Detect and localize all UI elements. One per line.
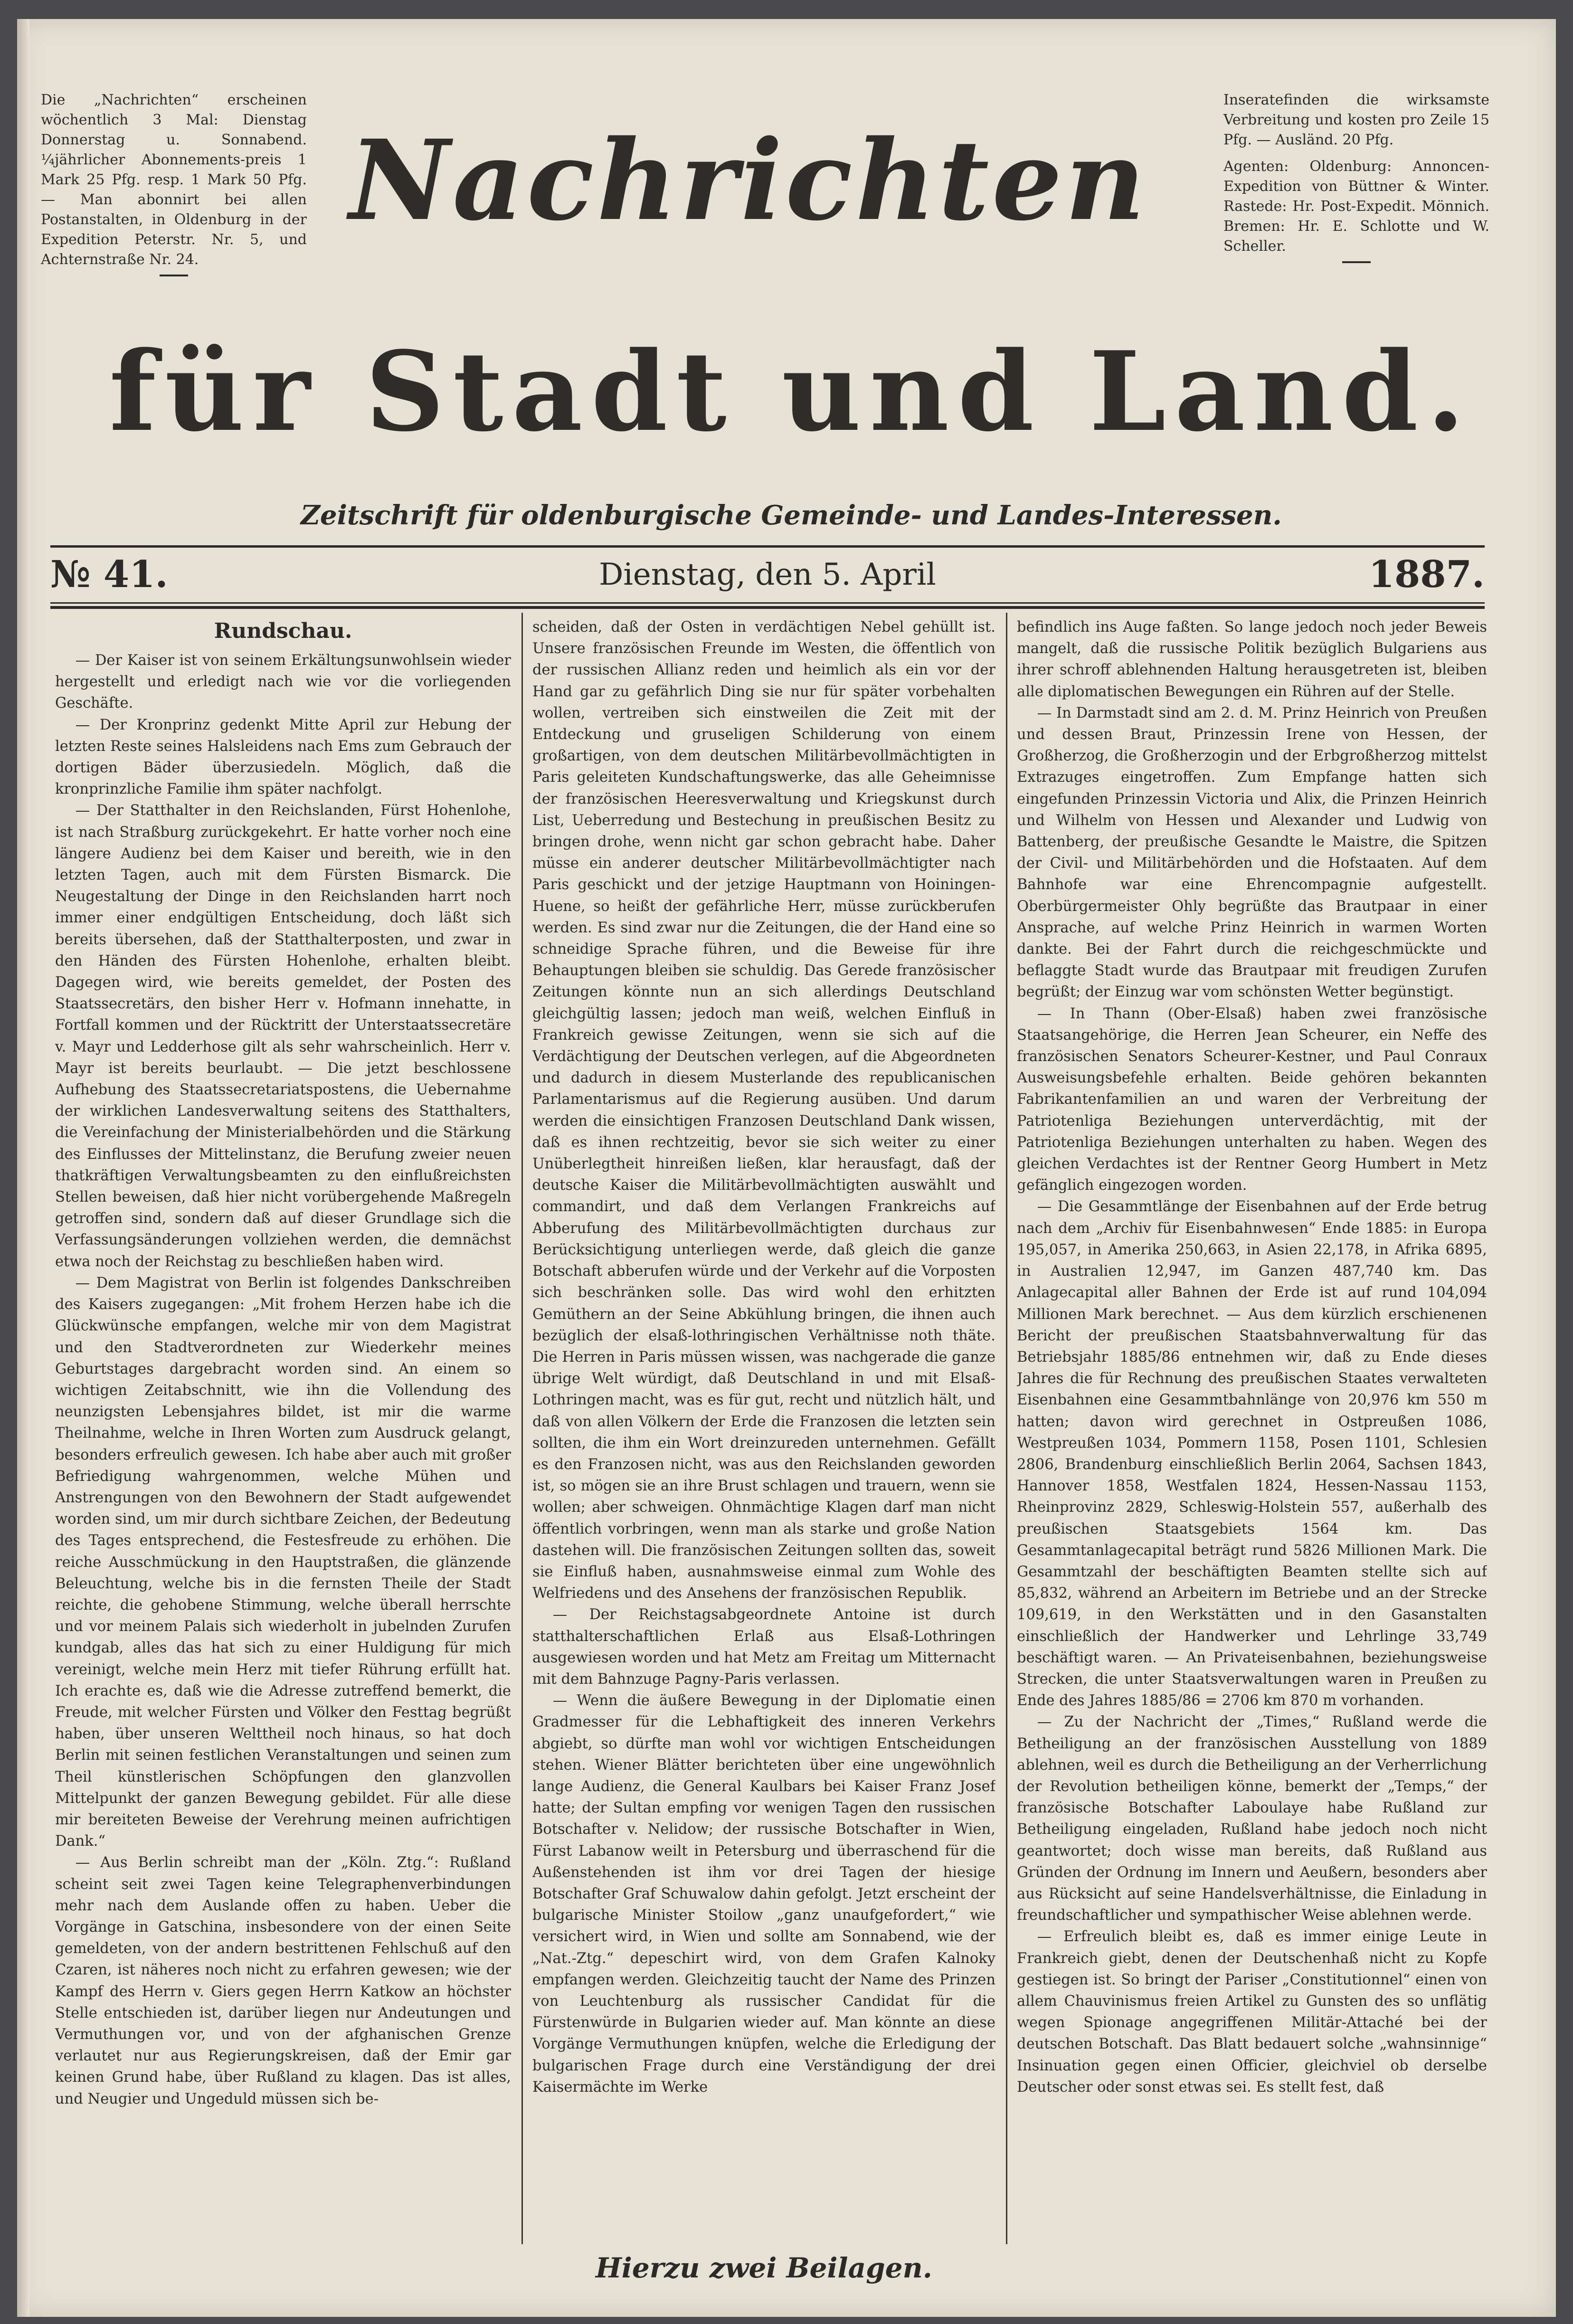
article-column-3 — [1017, 617, 1487, 2241]
article-column-1 — [55, 617, 511, 2241]
masthead-title-line1: Nachrichten — [349, 115, 1148, 245]
article-paragraph: — Dem Magistrat von Berlin ist folgendes Dankschreiben des Kaisers zugegangen: „Mit frohem Herzen habe ich die Glückwünsche empfangen, welche mir von dem Magistrat und den Stadtverordneten zur Wiederkehr meines Geburtstages dargebracht worden sind. An einem so wichtigen Zeitabschnitt, wie ihn die Vollendung des neunzigsten Lebensjahres bildet, ist mir die warme Theilnahme, welche in Ihren Worten zum Ausdruck gelangt, besonders erfreulich gewesen. Ich habe aber auch mit großer Befriedigung wahrgenommen, welche Mühen und Anstrengungen von den Bewohnern der Stadt aufgewendet worden sind, um mir durch sichtbare Zeichen, der Bedeutung des Tages entsprechend, die Festesfreude zu erhöhen. Die reiche Ausschmückung in den Hauptstraßen, die glänzende Beleuchtung, welche bis in die fernsten Theile der Stadt reichte, die gehobene Stimmung, welche überall herrschte und vor meinem Palais sich wiederholt in jubelnden Zurufen kundgab, alles das hat sich zu einer Huldigung für mich vereinigt, welche mein Herz mit tiefer Rührung erfüllt hat. Ich erachte es, daß wie die Adresse zutreffend bemerkt, die Freude, mit welcher Fürsten und Völker den Festtag begrüßt haben, über unseren Welttheil noch hinaus, so hat doch Berlin mit seinen festlichen Veranstaltungen und seinen zum Theil künstlerischen Schöpfungen den glanzvollen Mittelpunkt der ganzen Bewegung gebildet. Für alle diese mir bereiteten Beweise der Verehrung meinen aufrichtigen Dank.“ — [55, 1274, 511, 1850]
article-paragraph: — Der Kronprinz gedenkt Mitte April zur Hebung der letzten Reste seines Halsleidens nach Ems zum Gebrauch der dortigen Bäder überzusiedeln. Möglich, daß die kronprinzliche Familie ihm später nachfolgt. — [55, 716, 511, 798]
newspaper-page — [17, 19, 1556, 2317]
issue-year: 1887. — [1368, 553, 1485, 596]
advertising-info-box — [1223, 90, 1489, 263]
article-paragraph: — Erfreulich bleibt es, daß es immer einige Leute in Frankreich giebt, denen der Deutschenhaß nicht zu Kopfe gestiegen ist. So bringt der Pariser „Constitutionnel“ einen von allem Chauvinismus freien Artikel zu Gunsten des so unflätig wegen Spionage angegriffenen Militär-Attaché bei der deutschen Botschaft. Das Blatt bedauert solche „wahnsinnige“ Insinuation gegen einen Officier, gleichviel ob derselbe Deutscher oder sonst etwas sei. Es stellt fest, daß — [1017, 1928, 1487, 2096]
article-paragraph: — Der Kaiser ist von seinem Erkältungsunwohlsein wieder hergestellt und erledigt nach wie vor die vorliegenden Geschäfte. — [55, 652, 511, 712]
article-paragraph: — Der Statthalter in den Reichslanden, Fürst Hohenlohe, ist nach Straßburg zurückgekehrt. Er hatte vorher noch eine längere Audienz bei dem Kaiser und bereith, wie in den letzten Tagen, auch mit dem Fürsten Bismarck. Die Neugestaltung der Dinge in den Reichslanden harrt noch immer einer endgültigen Entscheidung, doch läßt sich bereits übersehen, daß der Statthalterposten, und zwar in den Händen des Fürsten Hohenlohe, erhalten bleibt. Dagegen wird, wie bereits gemeldet, der Posten des Staatssecretärs, den bisher Herr v. Hofmann innehatte, in Fortfall kommen und der Rücktritt der Unterstaatssecretäre v. Mayr und Ledderhose gilt als sehr wahrscheinlich. Herr v. Mayr ist bereits beurlaubt. — Die jetzt beschlossene Aufhebung des Staatssecretariatspostens, die Uebernahme der wirklichen Landesverwaltung seitens des Statthalters, die Vereinfachung der Ministerialbehörden und die Stärkung des Einflusses der Mittelinstanz, die Berufung zweier neuen thatkräftigen Verwaltungsbeamten zu den einflußreichsten Stellen beweisen, daß hier nicht vorübergehende Maßregeln getroffen sind, sondern daß auf dieser Grundlage sich die Verfassungsänderungen vollziehen werden, die demnächst etwa noch der Reichstag zu beschließen haben wird. — [55, 802, 511, 1270]
article-paragraph: — Die Gesammtlänge der Eisenbahnen auf der Erde betrug nach dem „Archiv für Eisenbahnwesen“ Ende 1885: in Europa 195,057, in Amerika 250,663, in Asien 22,178, in Afrika 6895, in Australien 12,947, im Ganzen 487,740 km. Das Anlagecapital aller Bahnen der Erde ist auf rund 104,094 Millionen Mark berechnet. — Aus dem kürzlich erschienenen Bericht der preußischen Staatsbahnverwaltung für das Betriebsjahr 1885/86 entnehmen wir, daß zu Ende dieses Jahres die für Rechnung des preußischen Staates verwalteten Eisenbahnen eine Gesammtbahnlänge von 20,976 km 550 m hatten; davon wird gerechnet in Ostpreußen 1086, Westpreußen 1034, Pommern 1158, Posen 1101, Schlesien 2806, Brandenburg einschließlich Berlin 2064, Sachsen 1843, Hannover 1858, Westfalen 1824, Hessen-Nassau 1153, Rheinprovinz 2829, Schleswig-Holstein 557, außerhalb des preußischen Staatsgebiets 1564 km. Das Gesammtanlagecapital beträgt rund 5826 Millionen Mark. Die Gesammtzahl der beschäftigten Beamten stellte sich auf 85,832, während an Arbeitern im Betriebe und an der Strecke 109,619, in den Werkstätten und in den Gasanstalten einschließlich der Handwerker und Lehrlinge 33,749 beschäftigt waren. — An Privateisenbahnen, beziehungsweise Strecken, die unter Staatsverwaltungen waren in Preußen zu Ende des Jahres 1885/86 = 2706 km 870 m vorhanden. — [1017, 1198, 1487, 1709]
dateline-rule-1 — [50, 602, 1485, 604]
supplement-notice: Hierzu zwei Beilagen. — [596, 2252, 932, 2284]
section-heading-rundschau: Rundschau. — [214, 619, 352, 643]
advertising-rates-text: Inseratefinden die wirksamste Verbreitung und kosten pro Zeile 15 Pfg. — Ausländ. 20 Pfg. — [1223, 92, 1489, 148]
article-paragraph: — Der Reichstagsabgeordnete Antoine ist durch statthalterschaftlichen Erlaß aus Elsaß-Lothringen ausgewiesen worden und hat Metz am Freitag um Mitternacht mit dem Bahnzuge Pagny-Paris verlassen. — [532, 1606, 995, 1688]
column-divider-1 — [521, 613, 523, 2244]
agents-text: Agenten: Oldenburg: Annoncen-Expedition von Büttner & Winter. Rastede: Hr. Post-Expedit. Mönnich. Bremen: Hr. E. Schlotte und W. Scheller. — [1223, 158, 1489, 255]
article-paragraph: scheiden, daß der Osten in verdächtigen Nebel gehüllt ist. Unsere französischen Freunde im Westen, die öffentlich von der russischen Allianz reden und heimlich als ein vor der Hand gar zu gefährlich Ding sie nur für später vorbehalten wollen, vertreiben sich einstweilen die Zeit mit der Entdeckung und gruseligen Schilderung von einem großartigen, von dem deutschen Militärbevollmächtigten in Paris geleiteten Kundschaftungswerke, das alle Geheimnisse der französischen Heeresverwaltung und Kriegskunst durch List, Ueberredung und Bestechung in preußischen Besitz zu bringen drohe, wenn nicht gar schon gebracht habe. Daher müsse ein anderer deutscher Militärbevollmächtigter nach Paris geschickt und der jetzige Hauptmann von Hoiningen-Huene, so heißt der gefährliche Herr, müsse zurückberufen werden. Es sind zwar nur die Zeitungen, die der Hand eine so schneidige Sprache führen, und die Beweise für ihre Behauptungen bleiben sie schuldig. Das Gerede französischer Zeitungen könnte nun an sich allerdings Deutschland gleichgültig lassen; jedoch man weiß, welchen Einfluß in Frankreich gewisse Zeitungen, wenn sie sich auf die Verdächtigung der Deutschen verlegen, auf die Abgeordneten und dadurch in diesem Musterlande des republicanischen Parlamentarismus auf die Regierung ausüben. Und darum werden die einsichtigen Franzosen Deutschland Dank wissen, daß es ihnen rechtzeitig, bevor sie sich weiter zu einer Unüberlegtheit hinreißen ließen, klar herausfagt, daß der deutsche Kaiser die Militärbevollmächtigten auswählt und commandirt, und daß dem Verlangen Frankreichs auf Abberufung des Militärbevollmächtigten durchaus zur Berücksichtigung unterliegen werde, daß gleich die ganze Botschaft abberufen würde und der Verkehr auf die Vorposten sich beschränken solle. Das wird wohl den erhitzten Gemüthern an der Seine Abkühlung bringen, die ihnen auch bezüglich der elsaß-lothringischen Verhältnisse noth thäte. Die Herren in Paris müssen wissen, was nachgerade die ganze übrige Welt würdigt, daß Deutschland in und mit Elsaß-Lothringen macht, was es für gut, recht und nützlich hält, und daß von allen Völkern der Erde die Franzosen die letzten sein sollten, die ihm ein Wort dreinzureden unternehmen. Gefällt es den Franzosen nicht, was aus den Reichslanden geworden ist, so mögen sie an ihre Brust schlagen und trauern, wenn sie wollen; aber schweigen. Ohnmächtige Klagen darf man nicht öffentlich vorbringen, wenn man als starke und große Nation dastehen will. Die französischen Zeitungen sollten das, soweit sie Einfluß haben, ausnahmsweise einmal zum Wohle des Welfriedens und des Ansehens der französischen Republik. — [532, 619, 995, 1602]
article-column-2 — [532, 617, 995, 2241]
issue-date: Dienstag, den 5. April — [599, 557, 936, 592]
column-divider-2 — [1006, 613, 1007, 2244]
masthead-subtitle: Zeitschrift für oldenburgische Gemeinde- und Landes-Interessen. — [301, 500, 1282, 531]
article-paragraph: — In Darmstadt sind am 2. d. M. Prinz Heinrich von Preußen und dessen Braut, Prinzessin Irene von Hessen, der Großherzog, die Großherzogin und der Erbgroßherzog mittelst Extrazuges eingetroffen. Zum Empfange hatten sich eingefunden Prinzessin Victoria und Alix, die Prinzen Heinrich und Wilhelm von Hessen und Alexander und Ludwig von Battenberg, der preußische Gesandte le Maistre, die Spitzen der Civil- und Militärbehörden und die Hofstaaten. Auf dem Bahnhofe war eine Ehrencompagnie aufgestellt. Oberbürgermeister Ohly begrüßte das Brautpaar in einer Ansprache, auf welche Prinz Heinrich in warmen Worten dankte. Bei der Fahrt durch die reichgeschmückte und beflaggte Stadt wurde das Brautpaar mit freudigen Zurufen begrüßt; der Einzug war vom schönsten Wetter begünstigt. — [1017, 704, 1487, 1001]
article-paragraph: — In Thann (Ober-Elsaß) haben zwei französische Staatsangehörige, die Herren Jean Scheurer, ein Neffe des französischen Senators Scheurer-Kestner, und Paul Conraux Ausweisungsbefehle erhalten. Beide gehören bekannten Fabrikantenfamilien an und waren der Verbreitung der Patriotenliga Beziehungen unterverdächtig, mit der Patriotenliga Beziehungen unterhalten zu haben. Wegen des gleichen Verdachtes ist der Rentner Georg Humbert in Metz gefänglich eingezogen worden. — [1017, 1005, 1487, 1194]
box-divider — [1342, 261, 1371, 263]
dateline — [50, 549, 1485, 601]
article-paragraph: — Zu der Nachricht der „Times,“ Rußland werde die Betheiligung an der französischen Ausstellung von 1889 ablehnen, weil es durch die Betheiligung an der Verherrlichung der Revolution betheiligen könne, bemerkt der „Temps,“ der französische Botschafter Laboulaye habe Rußland zur Betheiligung eingeladen, Rußland habe jedoch noch nicht geantwortet; doch wisse man bereits, daß Rußland aus Gründen der Ordnung im Innern und Aeußern, besonders aber aus Rücksicht auf seine Handelsverhältnisse, die Einladung in freundschaftlicher und sympathischer Weise ablehnen werde. — [1017, 1714, 1487, 1924]
subscription-info-text: Die „Nachrichten“ erscheinen wöchentlich 3 Mal: Dienstag Donnerstag u. Sonnabend. ¼jährlicher Abonnements-preis 1 Mark 25 Pfg. resp. 1 Mark 50 Pfg. — Man abonnirt bei allen Postanstalten, in Oldenburg in der Expedition Peterstr. Nr. 5, und Achternstraße Nr. 24. — [41, 92, 307, 268]
issue-number: № 41. — [50, 553, 168, 596]
top-rule — [50, 545, 1485, 548]
page-binding-edge — [17, 19, 29, 2317]
article-paragraph: — Wenn die äußere Bewegung in der Diplomatie einen Gradmesser für die Lebhaftigkeit des inneren Verkehrs abgiebt, so dürfte man wohl vor wichtigen Entscheidungen stehen. Wiener Blätter berichteten über eine ungewöhnlich lange Audienz, die General Kaulbars bei Kaiser Franz Josef hatte; der Sultan empfing vor wenigen Tagen den russischen Botschafter v. Nelidow; der russische Botschafter in Wien, Fürst Labanow weilt in Petersburg und überraschend für die Außenstehenden ist ihm vor drei Tagen der hiesige Botschafter Graf Schuwalow dahin gefolgt. Jetzt erscheint der bulgarische Minister Stoilow „ganz unaufgefordert,“ wie versichert wird, in Wien und sollte am Sonnabend, wie der „Nat.-Ztg.“ depeschirt wird, von dem Grafen Kalnoky empfangen werden. Gleichzeitig taucht der Name des Prinzen von Leuchtenburg als russischer Candidat für die Fürstenwürde in Bulgarien wieder auf. Man könnte an diese Vorgänge Vermuthungen knüpfen, welche die Erledigung der bulgarischen Frage durch eine Verständigung der drei Kaisermächte im Werke — [532, 1692, 995, 2096]
subscription-info-box — [41, 90, 307, 276]
article-paragraph: befindlich ins Auge faßten. So lange jedoch noch jeder Beweis mangelt, daß die russische Politik bezüglich Bulgariens aus ihrer schroff ablehnenden Haltung herausgetreten ist, bleiben alle diplomatischen Bewegungen ein Rühren auf der Stelle. — [1017, 619, 1487, 700]
masthead-title-line2: für Stadt und Land. — [109, 328, 1474, 456]
box-divider — [160, 275, 188, 276]
article-paragraph: — Aus Berlin schreibt man der „Köln. Ztg.“: Rußland scheint seit zwei Tagen keine Telegraphenverbindungen mehr nach dem Auslande offen zu haben. Ueber die Vorgänge in Gatschina, insbesondere von der einen Seite gemeldeten, von der andern bestrittenen Fehlschuß auf den Czaren, ist näheres noch nicht zu erfahren gewesen; wie der Kampf des Herrn v. Giers gegen Herrn Katkow an höchster Stelle entschieden ist, darüber liegen nur Andeutungen und Vermuthungen vor, und von der afghanischen Grenze verlautet nur aus Regierungskreisen, daß der Emir gar keinen Grund habe, über Rußland zu klagen. Das ist alles, und Neugier und Ungeduld müssen sich be- — [55, 1854, 511, 2107]
dateline-rule-2 — [50, 606, 1485, 609]
